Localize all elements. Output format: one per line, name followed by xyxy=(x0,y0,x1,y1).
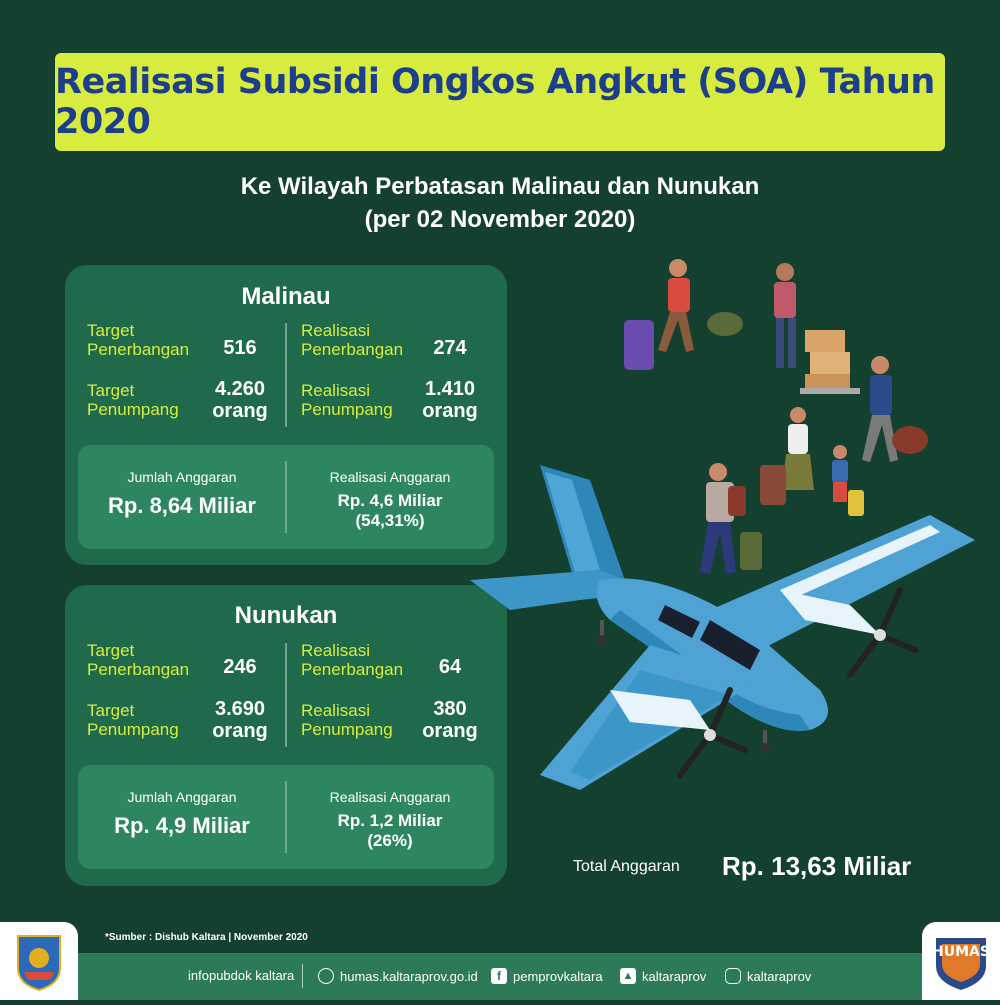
nunukan-realisasi-penumpang-label: Realisasi Penumpang xyxy=(301,701,393,739)
nunukan-anggaran-box xyxy=(78,765,494,869)
nunukan-card xyxy=(65,585,507,886)
total-anggaran-label: Total Anggaran xyxy=(573,858,680,875)
malinau-realisasi-penerbangan-label: Realisasi Penerbangan xyxy=(301,321,404,359)
nunukan-title: Nunukan xyxy=(234,602,338,629)
malinau-card xyxy=(65,265,507,565)
malinau-realisasi-penumpang-label: Realisasi Penumpang xyxy=(301,381,393,419)
traveler-with-suitcase xyxy=(624,259,743,370)
province-logo-badge xyxy=(0,922,78,1000)
footer-twitter[interactable]: ▲ kaltaraprov xyxy=(620,968,706,984)
malinau-target-penumpang-value: 4.260 orang xyxy=(212,378,268,422)
humas-logo xyxy=(922,922,1000,1000)
malinau-jumlah-anggaran-value: Rp. 8,64 Miliar xyxy=(108,493,256,518)
subtitle-line1: Ke Wilayah Perbatasan Malinau dan Nunukan xyxy=(240,173,760,200)
malinau-title: Malinau xyxy=(241,283,331,310)
total-anggaran-value: Rp. 13,63 Miliar xyxy=(722,851,912,881)
province-emblem-icon xyxy=(0,922,78,1000)
malinau-realisasi-penumpang-value: 1.410 orang xyxy=(422,378,478,422)
instagram-icon xyxy=(725,968,741,984)
title-banner xyxy=(55,53,945,151)
divider xyxy=(285,323,287,427)
footer-facebook[interactable]: f pemprovkaltara xyxy=(491,968,603,984)
nunukan-realisasi-penerbangan-label: Realisasi Penerbangan xyxy=(301,641,404,679)
nunukan-realisasi-anggaran-label: Realisasi Anggaran xyxy=(329,789,451,805)
airplane-illustration xyxy=(460,460,980,810)
divider xyxy=(285,643,287,747)
page-title: Realisasi Subsidi Ongkos Angkut (SOA) Tahun 2020 xyxy=(55,62,935,142)
traveler-with-cart xyxy=(774,263,860,394)
nunukan-target-penerbangan-label: Target Penerbangan xyxy=(87,641,190,679)
malinau-anggaran-box xyxy=(78,445,494,549)
footer-website[interactable]: humas.kaltaraprov.go.id xyxy=(318,968,478,984)
nunukan-realisasi-anggaran-value: Rp. 1,2 Miliar (26%) xyxy=(337,811,443,850)
footer-infopubdok: infopubdok kaltara xyxy=(188,968,295,983)
nunukan-realisasi-penumpang-value: 380 orang xyxy=(422,698,478,742)
malinau-realisasi-penerbangan-value: 274 xyxy=(433,337,467,359)
malinau-realisasi-anggaran-value: Rp. 4,6 Miliar (54,31%) xyxy=(337,491,443,530)
twitter-icon: ▲ xyxy=(620,968,636,984)
malinau-jumlah-anggaran-label: Jumlah Anggaran xyxy=(127,469,237,485)
malinau-target-penumpang-label: Target Penumpang xyxy=(87,381,179,419)
globe-icon xyxy=(318,968,334,984)
subtitle-line2: (per 02 November 2020) xyxy=(364,206,636,233)
nunukan-realisasi-penerbangan-value: 64 xyxy=(438,656,462,678)
malinau-target-penerbangan-value: 516 xyxy=(223,337,257,359)
divider xyxy=(302,964,303,988)
nunukan-target-penumpang-value: 3.690 orang xyxy=(212,698,268,742)
nunukan-target-penerbangan-value: 246 xyxy=(223,656,257,678)
footer-bar xyxy=(0,953,1000,1000)
malinau-realisasi-anggaran-label: Realisasi Anggaran xyxy=(329,469,451,485)
nunukan-target-penumpang-label: Target Penumpang xyxy=(87,701,179,739)
humas-logo-text: HUMAS xyxy=(932,944,990,960)
source-note: *Sumber : Dishub Kaltara | November 2020 xyxy=(105,932,308,943)
propeller-right xyxy=(850,590,915,675)
footer-instagram[interactable]: kaltaraprov xyxy=(725,968,811,984)
nunukan-jumlah-anggaran-value: Rp. 4,9 Miliar xyxy=(114,813,250,838)
facebook-icon: f xyxy=(491,968,507,984)
traveler-with-bag xyxy=(862,356,928,462)
malinau-target-penerbangan-label: Target Penerbangan xyxy=(87,321,190,359)
humas-logo-badge xyxy=(922,922,1000,1000)
nunukan-jumlah-anggaran-label: Jumlah Anggaran xyxy=(127,789,237,805)
